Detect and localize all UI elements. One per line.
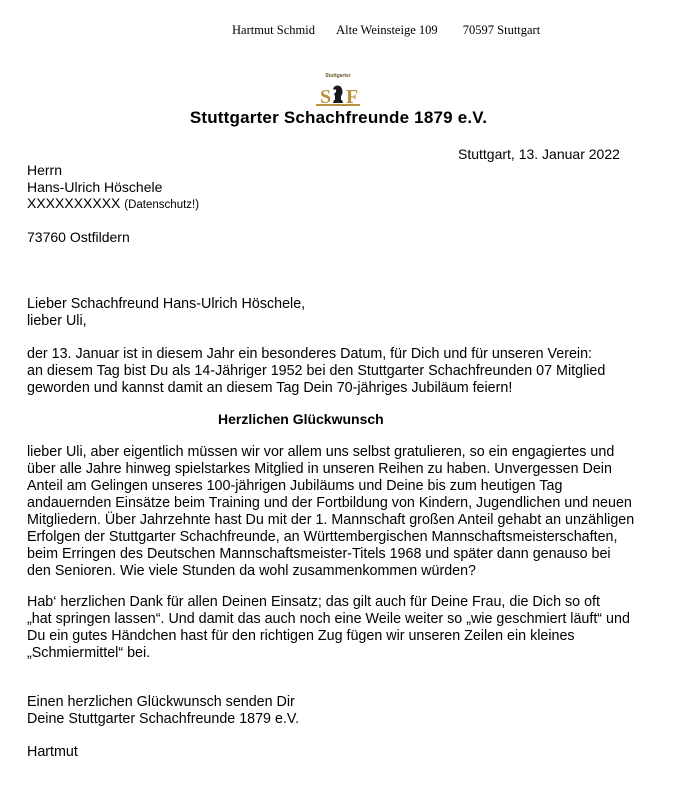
section-heading: Herzlichen Glückwunsch [218, 411, 384, 427]
paragraph-line: geworden und kannst damit an diesem Tag Dein 70-jähriges Jubiläum feiern! [27, 380, 513, 396]
svg-text:S: S [320, 86, 332, 107]
paragraph-line: „hat springen lassen“. Und damit das auch noch eine Weile weiter so „wie geschmiert läuft“ und [27, 611, 630, 627]
paragraph-thanks [27, 594, 630, 662]
paragraph-line: „Schmiermittel“ bei. [27, 645, 151, 661]
sender-city: 70597 Stuttgart [462, 23, 541, 37]
recipient-city: 73760 Ostfildern [27, 229, 130, 245]
recipient-street [27, 195, 199, 214]
closing-line: Einen herzlichen Glückwunsch senden Dir [27, 694, 295, 710]
club-name-heading: Stuttgarter Schachfreunde 1879 e.V. [189, 108, 488, 127]
recipient-salutation: Herrn [27, 162, 63, 178]
sender-street: Alte Weinsteige 109 [336, 23, 438, 37]
paragraph-line: beim Erringen des Deutschen Mannschaftsmeister-Titels 1968 und später dann genauso bei [27, 546, 611, 562]
paragraph-line: andauernden Einsätze beim Training und der Fortbildung von Kindern, Jugendlichen und neuen [27, 495, 632, 511]
svg-text:F: F [346, 86, 359, 107]
club-logo [314, 73, 362, 107]
closing-line: Deine Stuttgarter Schachfreunde 1879 e.V. [27, 711, 300, 727]
greeting-line: Lieber Schachfreund Hans-Ulrich Höschele, [27, 296, 306, 312]
greeting-line: lieber Uli, [27, 313, 87, 329]
paragraph-main [27, 444, 634, 580]
paragraph-line: Du ein gutes Händchen hast für den richtigen Zug fügen wir unseren Zeilen ein kleines [27, 628, 575, 644]
closing [27, 694, 299, 728]
sender-name: Hartmut Schmid [232, 23, 315, 37]
recipient-name: Hans-Ulrich Höschele [27, 179, 163, 195]
paragraph-line: der 13. Januar ist in diesem Jahr ein besonderes Datum, für Dich und für unseren Verein: [27, 346, 593, 362]
paragraph-line: den Senioren. Wie viele Stunden da wohl zusammenkommen würden? [27, 563, 477, 579]
paragraph-line: Mitgliedern. Über Jahrzehnte hast Du mit der 1. Mannschaft großen Anteil gehabt an unzähligen [27, 512, 635, 528]
sender-address [232, 23, 540, 38]
logo-small-text: Stuttgarter [325, 73, 351, 79]
recipient-street-masked: XXXXXXXXXX [27, 195, 121, 211]
paragraph-intro [27, 346, 605, 397]
letter-date: Stuttgart, 13. Januar 2022 [458, 146, 620, 162]
paragraph-line: an diesem Tag bist Du als 14-Jähriger 1952 bei den Stuttgarter Schachfreunden 07 Mitglied [27, 363, 606, 379]
greeting [27, 296, 305, 330]
paragraph-line: Hab‘ herzlichen Dank für allen Deinen Einsatz; das gilt auch für Deine Frau, die Dich so oft [27, 594, 600, 610]
paragraph-line: über alle Jahre hinweg spielstarkes Mitglied in unseren Reihen zu haben. Unvergessen Dein [27, 461, 612, 477]
paragraph-line: Anteil am Gelingen unseres 100-jährigen Jubiläums und Deine bis zum heutigen Tag [27, 478, 563, 494]
signature: Hartmut [27, 744, 78, 760]
paragraph-line: Erfolgen der Stuttgarter Schachfreunde, an Württembergischen Mannschaftsmeisterschaften, [27, 529, 618, 545]
paragraph-line: lieber Uli, aber eigentlich müssen wir vor allem uns selbst gratulieren, so ein engagiertes und [27, 444, 615, 460]
privacy-note: (Datenschutz!) [124, 199, 200, 211]
